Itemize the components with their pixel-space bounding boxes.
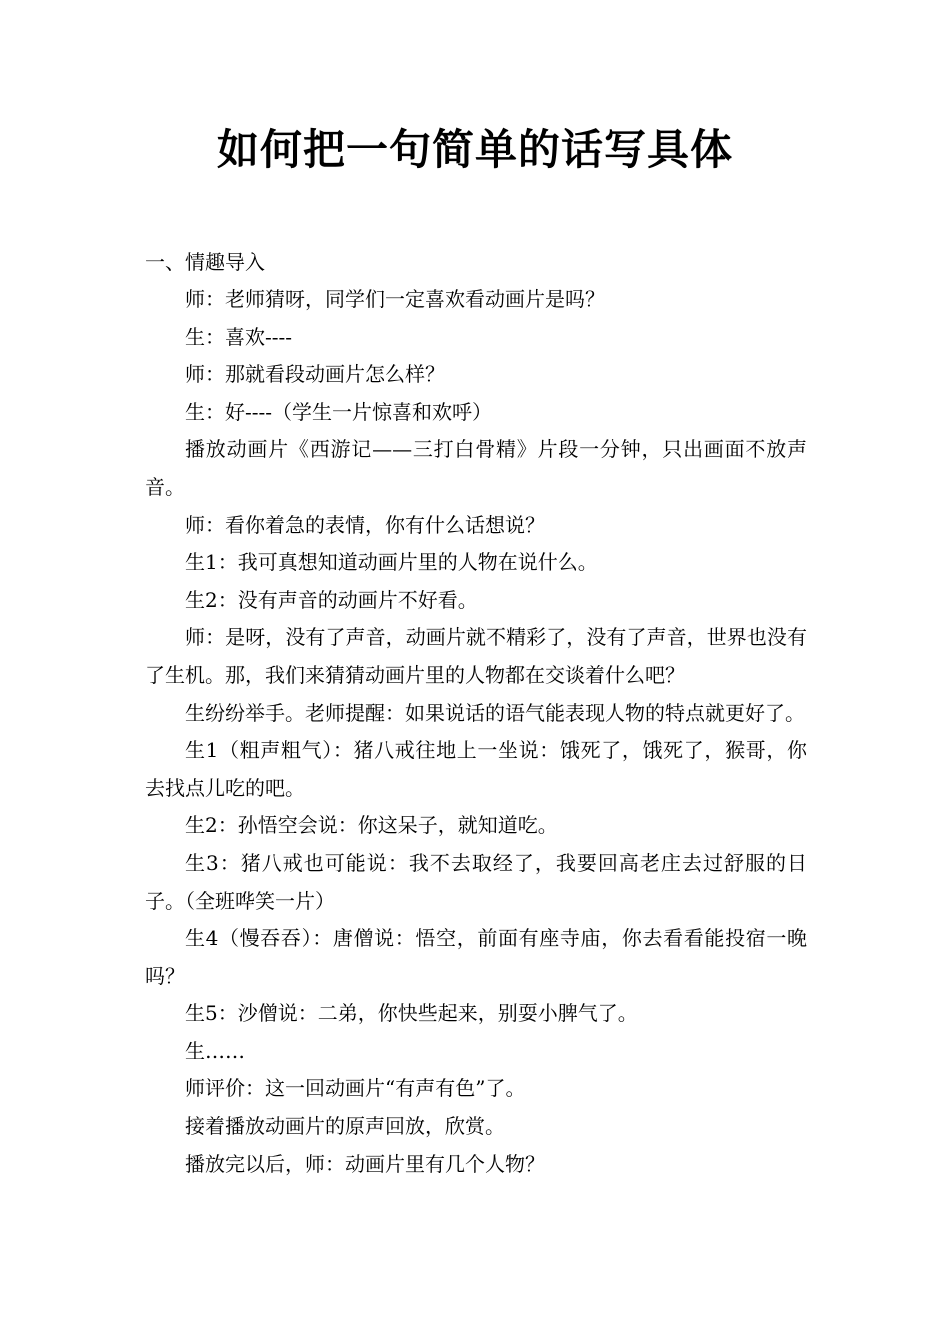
paragraph: 生纷纷举手。老师提醒：如果说话的语气能表现人物的特点就更好了。	[185, 700, 805, 725]
paragraph: 生：好----（学生一片惊喜和欢呼）	[185, 399, 493, 424]
paragraph: 生1：我可真想知道动画片里的人物在说什么。	[185, 550, 598, 575]
paragraph: 生：喜欢----	[185, 324, 293, 349]
paragraph: 接着播放动画片的原声回放，欣赏。	[185, 1114, 505, 1139]
section-heading: 一、情趣导入	[145, 250, 265, 274]
paragraph: 师：是呀，没有了声音，动画片就不精彩了，没有了声音，世界也没有了生机。那，我们来猜猜动画片里的人物都在交谈着什么吧？	[145, 625, 807, 687]
paragraph: 师：看你着急的表情，你有什么话想说？	[185, 512, 545, 537]
paragraph: 师：老师猜呀，同学们一定喜欢看动画片是吗？	[185, 287, 605, 311]
paragraph: 生4（慢吞吞）：唐僧说：悟空，前面有座寺庙，你去看看能投宿一晚吗？	[145, 926, 807, 988]
paragraph: 生2：没有声音的动画片不好看。	[185, 587, 478, 612]
paragraph: 播放完以后，师：动画片里有几个人物？	[185, 1151, 545, 1176]
paragraph: 师评价：这一回动画片“有声有色”了。	[185, 1076, 526, 1101]
paragraph: 播放动画片《西游记——三打白骨精》片段一分钟，只出画面不放声音。	[145, 437, 807, 499]
paragraph: 师：那就看段动画片怎么样？	[185, 362, 445, 387]
paragraph: 生1（粗声粗气）：猪八戒往地上一坐说：饿死了，饿死了，猴哥，你去找点儿吃的吧。	[145, 738, 807, 800]
document-body	[145, 281, 807, 1183]
paragraph: 生2：孙悟空会说：你这呆子，就知道吃。	[185, 813, 558, 838]
paragraph: 生……	[185, 1038, 245, 1063]
paragraph: 生5：沙僧说：二弟，你快些起来，别耍小脾气了。	[185, 1001, 638, 1026]
paragraph: 生3：猪八戒也可能说：我不去取经了，我要回高老庄去过舒服的日子。（全班哗笑一片）	[145, 850, 807, 913]
document-title: 如何把一句简单的话写具体	[216, 125, 733, 174]
